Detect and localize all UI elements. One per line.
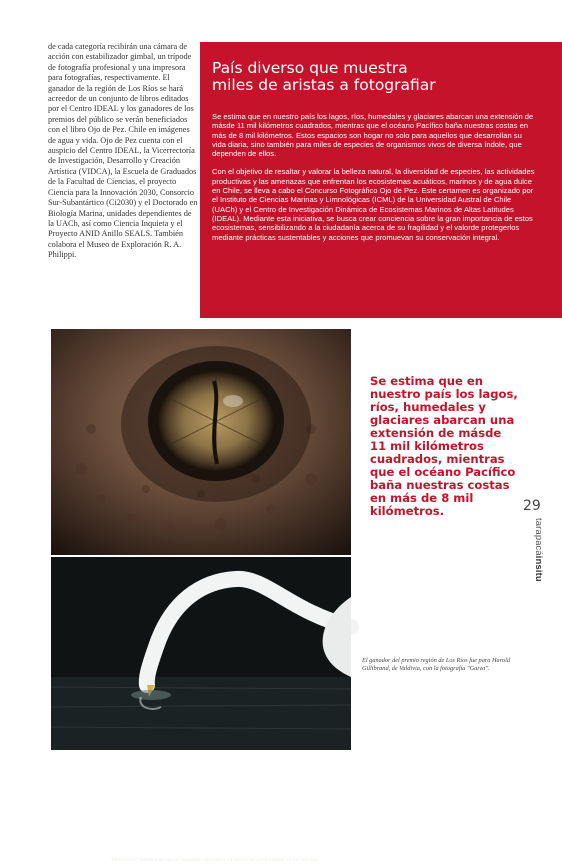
heron-photo (51, 557, 351, 750)
feature-paragraph-2: Con el objetivo de resaltar y valorar la belleza natural, la diversidad de especies, las actividades productivas y las amenazas que enfrentan los ecosistemas acuáticos, marinos y de agua dulce en Chile, se lleva a cabo el Concurso Fotográfico Ojo de Pez. Este certamen es organizado por el Instituto de Ciencias Marinas y Limnológicas (ICML) de la Universidad Austral de Chile (UACh) y el Centro de Investigación Dinámica de Ecosistemas Marinos de Altas Latitudes (IDEAL). Mediante esta iniciativa, se busca crear conciencia sobre la gran importancia de estos ecosistemas, sensibilizando a la ciudadanía acerca de su fragilidad y el valorde protegerlos mediante prácticas sustentables y acciones que promuevan su conservación integral. (212, 167, 535, 242)
pull-quote: Se estima que en nuestro país los lagos, ríos, humedales y glaciares abarcan una extensión de másde 11 mil kilómetros cuadrados, mientras que el océano Pacífico baña nuestras costas en más de 8 mil kilómetros. (370, 374, 518, 518)
body-text: de cada categoría recibirán una cámara de acción con estabilizador gimbal, un trípode de fotografía profesional y una impresora para fotografías, respectivamente. El ganador de la región de Los Ríos se hará acreedor de un conjunto de libros editados por el Centro IDEAL y los ganadores de los premios del público se verán beneficiados con el libro Ojo de Pez. Chile en imágenes de agua y vida. Ojo de Pez cuenta con el auspicio del Centro IDEAL, la Vicerrectoría de Investigación, Desarrollo y Creación Artística (VIDCA), la Escuela de Graduados de la Facultad de Ciencias, el proyecto Ciencia para la Innovación 2030, Consorcio Sur-Subantártico (Ci2030) y el Doctorado en Biología Marina, unidades dependientes de la UACh, así como Ciencia Inquieta y el Proyecto ANID Anillo SEALS. También colabora el Museo de Exploración R. A. Philippi. (48, 42, 198, 260)
feature-box-title: País diverso que muestra miles de aristas a fotografiar (212, 59, 436, 94)
photo-caption: "Multiverso" muestra un ojo de lenguado captado a 14 metros de profundidad en Los Molles. (109, 857, 319, 863)
magazine-name (534, 518, 544, 582)
magazine-name-light: tarapacá (534, 518, 544, 556)
fish-eye-illustration (51, 329, 351, 555)
feature-paragraph-1: Se estima que en nuestro país los lagos, ríos, humedales y glaciares abarcan una extensión de másde 11 mil kilómetros cuadrados, mientras que el océano Pacífico baña nuestras costas en más de 8 mil kilómetros. Estos espacios son hogar no solo para aquellos que desarrollan su vida diaria, sino también para miles de especies de organismos vivos de diversa índole, que dependen de ellos. (212, 112, 534, 159)
page-number: 29 (523, 498, 541, 514)
body-text-column (48, 42, 198, 261)
fish-eye-photo (51, 329, 351, 863)
feature-box (200, 42, 562, 318)
heron-illustration (51, 557, 351, 750)
feature-box-body (212, 112, 536, 242)
magazine-name-bold: insitu (534, 555, 544, 582)
heron-photo-caption: El ganador del premio región de Los Ríos fue para Harold Gillibrand, de Valdivia, con la fotografía "Garza". (362, 657, 510, 673)
